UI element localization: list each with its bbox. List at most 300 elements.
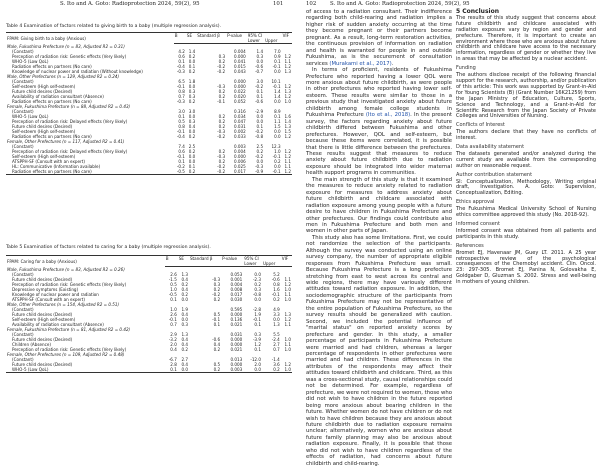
cell-lo: -12.0 — [250, 357, 261, 362]
cell-lo: 1.9 — [254, 312, 261, 317]
cell-lo: -0.8 — [255, 134, 264, 139]
cell-std: -0.2 — [196, 169, 226, 175]
cell-up: 0.2 — [262, 367, 281, 373]
table4-header-p: P-value — [226, 33, 247, 39]
cell-p: 0.017 — [226, 169, 247, 175]
cell-se: 0.0 — [188, 84, 196, 89]
back-matter-column — [456, 9, 596, 287]
cell-b: 0.7 — [170, 322, 177, 327]
cell-std: 0.2 — [218, 119, 226, 124]
factor-label: (Constant) — [12, 332, 34, 337]
table4-body — [6, 44, 292, 175]
cell-std: -0.1 — [217, 99, 226, 104]
informed-consent-text: Informed consent was obtained from all patients and participants in this study. — [456, 227, 596, 240]
running-head-right: S. Ito and A. Goto: Radioprotection 2024, 59(2), 95 — [330, 1, 470, 7]
factor-label: WHO-5 (Low QoL) — [12, 114, 49, 119]
cell-b: -0.3 — [176, 99, 185, 104]
cell-vif: 1.2 — [284, 154, 291, 159]
cell-vif: 1.2 — [282, 169, 292, 175]
cell-up: -0.6 — [271, 277, 280, 282]
cell-vif: 1.2 — [284, 317, 291, 322]
cell-p: 0.031 — [233, 124, 246, 129]
cell-b: 2.8 — [170, 362, 177, 367]
cell-up: 0.9 — [274, 54, 281, 59]
cell-lo: 2.5 — [256, 144, 264, 149]
factor-label: Knowledge of nuclear power and radiation — [12, 292, 99, 297]
cell-p: 0.006 — [233, 159, 246, 164]
citation-link[interactable]: (Murakami et al., 2017) — [329, 60, 392, 67]
cell-lo: 0.1 — [256, 89, 264, 94]
cell-vif: 1.2 — [284, 362, 291, 367]
cell-up: 0.7 — [273, 347, 280, 352]
cell-p: 0.043 — [233, 69, 246, 74]
data-availability-heading: Data availability statement — [456, 144, 525, 151]
factor-label: Perception of radiation risk: Genetic effects (Very likely) — [12, 347, 127, 352]
cell-b: 0.1 — [178, 59, 185, 64]
cell-vif: 1.0 — [284, 99, 291, 104]
cell-up: -0.1 — [271, 292, 280, 297]
cell-vif: 1.1 — [284, 159, 291, 164]
cell-std: 0.2 — [213, 347, 221, 352]
cell-se: 0.3 — [181, 322, 188, 327]
cell-p: 0.003 — [221, 367, 243, 373]
factor-label: Availability of radiation consultant (Absence) — [12, 94, 104, 99]
cell-se: 3.0 — [188, 109, 196, 114]
cell-se: 0.4 — [181, 362, 188, 367]
factor-label: ATSPPH-SF (Consult with an expert) — [12, 159, 85, 164]
factor-label: Future child desires (Desired) — [12, 362, 73, 367]
cell-b: -0.5 — [168, 292, 177, 297]
cell-se: 0.4 — [188, 124, 196, 129]
table5-header-p: P-value — [221, 256, 243, 262]
cell-vif: 1.2 — [284, 84, 291, 89]
cell-se: 1.9 — [181, 307, 188, 312]
cell-p: 0.595 — [230, 307, 243, 312]
cell-se: 0.0 — [181, 317, 188, 322]
cell-se: 0.2 — [188, 99, 196, 104]
table5-header-se: SE — [178, 256, 189, 262]
body-paragraph: The main strength of this study is that it examined the measures to reduce anxiety related to radiation exposure for measures to address anxiety about future childbirth and childcare associated with radiation exposure among young people with a future desire to have children in Fukushima Prefecture and other prefectures. Our findings could contribute also men in Fukushima Prefecture and both men and women in other parts of Japan. — [306, 176, 452, 235]
cell-up: 7.0 — [274, 49, 281, 54]
factor-label: Self-esteem (High self-esteem) — [12, 129, 76, 134]
cell-lo: -0.6 — [255, 99, 264, 104]
cell-se: 0.2 — [188, 54, 196, 59]
table5-header-vif: VIF — [281, 256, 292, 262]
cell-vif: 1.2 — [284, 54, 291, 59]
group-label: Female, Other Prefectures (n = 109, Adjusted R2 = 0.48) — [7, 352, 125, 357]
cell-std: -0.3 — [217, 84, 226, 89]
cell-vif: 1.2 — [284, 149, 291, 154]
cell-up: -0.1 — [264, 169, 282, 175]
factor-label: Radiation effects on partners (No care) — [12, 64, 92, 69]
cell-lo: -0.2 — [255, 129, 264, 134]
cell-up: 0.0 — [274, 69, 281, 74]
table4-header-std: Standard β — [196, 33, 226, 39]
cell-up: 8.9 — [274, 109, 281, 114]
cell-vif: 1.0 — [284, 297, 291, 302]
cell-std: 0.2 — [213, 297, 221, 302]
cell-b: 0.1 — [170, 297, 177, 302]
table5-header-lower: Lower — [243, 261, 262, 267]
cell-lo: 0.2 — [254, 282, 261, 287]
cell-lo: 0.1 — [256, 124, 264, 129]
factor-label: Children (Absence) — [12, 342, 51, 347]
cell-p: 0.002 — [233, 129, 246, 134]
cell-b: 2.6 — [170, 312, 177, 317]
cell-std: 0.2 — [218, 59, 226, 64]
author-contribution-heading: Author contribution statement — [456, 171, 533, 178]
cell-std: -0.2 — [217, 134, 226, 139]
body-paragraph: In terms of proficient, residents of Fukushima Prefecture who reported having a lower QOL were more anxious about future childbirth, as were people in other prefectures who reported having lower self-esteem. These results were similar to those in a previous study that investigated anxiety about future childbirth among female college students in Fukushima Prefecture (Ito et al., 2018). In the present survey, the factors regarding anxiety about future childbirth differed between Fukushima and other prefectures. However, QOL and self-esteem, but because these items were correlated, it is possible that there is little difference between the prefectures. These results suggest that measures to reduce anxiety about future childbirth due to radiation exposure should be integrated into wider maternal health support programs in communities. — [306, 67, 453, 177]
cell-std: 0.4 — [213, 342, 221, 347]
cell-lo: -3.9 — [252, 337, 261, 342]
cell-vif: 1.5 — [284, 129, 291, 134]
cell-lo: 0.3 — [254, 287, 261, 292]
cell-vif: 1.1 — [284, 292, 291, 297]
cell-lo: -0.3 — [255, 164, 264, 169]
factor-label: Self-esteem (High self-esteem) — [12, 154, 76, 159]
table-row — [6, 367, 292, 373]
table4-header-b: B — [174, 33, 186, 39]
cell-vif: 1.6 — [284, 114, 291, 119]
cell-lo: 0.3 — [254, 332, 261, 337]
running-head-left: S. Ito and A. Goto: Radioprotection 2024, 59(2), 95 — [60, 1, 200, 7]
cell-p: 0.041 — [233, 59, 246, 64]
cell-up: 1.6 — [273, 287, 280, 292]
factor-label: WHO-5 (Low QoL) — [12, 59, 49, 64]
table4-header-se: SE — [186, 33, 196, 39]
factor-label: (Constant) — [12, 49, 34, 54]
factor-label: Perception of radiation risk: Delayed effects (Very likely) — [12, 149, 128, 154]
group-label: Female, Other Prefectures (n = 117, Adjusted R2 = 0.41) — [7, 139, 125, 144]
cell-up: 1.3 — [273, 322, 280, 327]
cell-vif: 1.0 — [284, 337, 291, 342]
cell-vif: 1.4 — [284, 119, 291, 124]
group-label: Male, Fukushima Prefecture (n = 83, Adjusted R2 = 0.31) — [7, 44, 125, 49]
factor-label: HL: Communicative (Information available) — [12, 164, 101, 169]
cell-lo: -0.8 — [252, 292, 261, 297]
ethics-heading: Ethics approval — [456, 199, 495, 206]
cell-p: 0.316 — [233, 109, 246, 114]
coi-heading: Conflicts of Interest — [456, 122, 505, 129]
cell-se: 0.2 — [181, 292, 188, 297]
cell-lo: -0.1 — [252, 317, 261, 322]
cell-up: 0.2 — [274, 159, 281, 164]
table4-header-upper: Upper — [264, 38, 282, 44]
factor-label: Radiation effects on partners (No care) — [6, 169, 174, 175]
cell-std: -0.2 — [212, 292, 221, 297]
cell-std: -0.3 — [217, 129, 226, 134]
funding-heading: Funding — [456, 65, 476, 72]
conclusion-heading: 5 Conclusion — [456, 8, 499, 15]
cell-vif: 1.0 — [281, 367, 292, 373]
group-label: Female, Fukushima Prefecture (n = 88, Adjusted R2 = 0.43) — [7, 104, 131, 109]
cell-lo: -0.6 — [255, 64, 264, 69]
right-page — [302, 0, 600, 467]
cell-p: 0.000 — [230, 312, 243, 317]
ethics-text: The Fukushima Medical University School of Nursing ethics committee approved this study (No. 2018-92). — [456, 206, 596, 219]
cell-se: 1.3 — [181, 272, 188, 277]
cell-b: -0.1 — [176, 84, 185, 89]
informed-consent-heading: Informed consent — [456, 221, 500, 227]
cell-b: 6.5 — [178, 79, 185, 84]
cell-p: 0.000 — [233, 154, 246, 159]
cell-vif: 1.2 — [284, 64, 291, 69]
factor-label: Radiation effects on partners (No care) — [12, 134, 92, 139]
cell-se: 0.3 — [188, 119, 196, 124]
factor-label: (Constant) — [12, 357, 34, 362]
cell-vif: 1.1 — [284, 164, 291, 169]
cell-vif: 1.3 — [284, 312, 291, 317]
table5-header-upper: Upper — [262, 261, 281, 267]
data-availability-text: The datasets generated and/or analyzed during the current study are available from the corresponding author on reasonable request. — [456, 150, 596, 169]
cell-b: -6.7 — [168, 357, 177, 362]
cell-up: 12.3 — [271, 144, 281, 149]
cell-lo: 0.1 — [254, 347, 261, 352]
cell-se: 2.5 — [188, 144, 196, 149]
cell-vif: 1.2 — [284, 94, 291, 99]
cell-up: 3.3 — [273, 312, 280, 317]
cell-std: 0.3 — [213, 282, 221, 287]
factor-label: Self-esteem (High self-esteem) — [12, 317, 76, 322]
cell-up: 0.2 — [273, 297, 280, 302]
factor-label: (Constant) — [12, 307, 34, 312]
cell-std: 0.5 — [213, 312, 221, 317]
cell-b: 0.8 — [178, 124, 185, 129]
cell-vif: 1.2 — [284, 134, 291, 139]
factor-label: Knowledge of nuclear power and radiation (Without knowledge) — [12, 69, 143, 74]
cell-lo: 1.2 — [254, 342, 261, 347]
body-paragraph: of access to a radiation consultant. Their indifference regarding both child-rearing and radiation implies a higher risk of sudden anxiety occurring at the time they become pregnant or their partners become pregnant. As a result, long-term restoration activities, the continuous provision of information on radiation and health is warranted for people in and outside Fukushima, as is the securement of consultation services (Murakami et al., 2017). — [306, 9, 452, 67]
factor-label: Future child desires (Desired) — [12, 312, 73, 317]
cell-p: 0.021 — [230, 347, 243, 352]
cell-p: 0.031 — [230, 332, 243, 337]
cell-p: 0.013 — [230, 357, 243, 362]
cell-b: 0.1 — [178, 114, 185, 119]
cell-std: 0.2 — [218, 94, 226, 99]
cell-up: 5.2 — [273, 272, 280, 277]
cell-p: 0.008 — [230, 287, 243, 292]
cell-std: 0.2 — [218, 89, 226, 94]
cell-std: -0.2 — [217, 69, 226, 74]
cell-lo: 0.1 — [256, 94, 264, 99]
cell-se: 0.0 — [188, 59, 196, 64]
cell-se: 1.8 — [188, 79, 196, 84]
cell-up: 0.0 — [274, 164, 281, 169]
cell-p: 0.136 — [230, 317, 243, 322]
table4 — [6, 32, 292, 175]
body-text-column — [306, 9, 452, 467]
factor-label: ATSPPH-SF (Consult with an expert) — [12, 297, 85, 302]
cell-p: 0.003 — [233, 144, 246, 149]
cell-b: -0.4 — [176, 64, 185, 69]
table5 — [6, 255, 292, 373]
cell-lo: 0.2 — [256, 149, 264, 154]
cell-se: 0.0 — [188, 154, 196, 159]
cell-p: 0.015 — [233, 64, 246, 69]
cell-up: 3.6 — [273, 362, 280, 367]
factor-label: Availability of radiation consultant (Absence) — [12, 322, 104, 327]
cell-up: 0.8 — [273, 282, 280, 287]
cell-up: 0.0 — [274, 99, 281, 104]
cell-se: 0.2 — [188, 69, 196, 74]
factor-label: (Constant) — [12, 79, 34, 84]
cell-vif: 1.1 — [284, 59, 291, 64]
cell-lo: 0.0 — [256, 59, 264, 64]
cell-b: 1.0 — [170, 287, 177, 292]
factor-label: Future child desires (Desired) — [12, 89, 73, 94]
cell-se: 0.0 — [188, 114, 196, 119]
cell-b: 0.8 — [178, 89, 185, 94]
cell-b: 0.6 — [178, 54, 185, 59]
cell-up: 0.1 — [274, 114, 281, 119]
factor-label: Future child desires (Desired) — [12, 337, 73, 342]
cell-p: 0.020 — [233, 94, 246, 99]
page-number-right: 102 — [306, 1, 317, 7]
cell-std: 0.2 — [218, 124, 226, 129]
cell-se: 0.1 — [188, 64, 196, 69]
group-label: Male, Other Prefectures (n = 129, Adjusted R2 = 0.24) — [7, 74, 120, 79]
cell-p: 0.004 — [233, 149, 246, 154]
cell-p: 0.000 — [233, 54, 246, 59]
group-label: Male, Other Prefectures (n = 154, Adjusted R2 = 0.51) — [7, 302, 120, 307]
cell-b: 1.0 — [170, 307, 177, 312]
cell-se: 0.0 — [181, 297, 188, 302]
cell-up: 0.1 — [274, 59, 281, 64]
citation-link[interactable]: (Ito et al., 2018) — [365, 112, 411, 119]
cell-up: 1.0 — [274, 149, 281, 154]
cell-p: 0.034 — [233, 114, 246, 119]
page-number-left: 101 — [273, 1, 284, 7]
cell-se: 0.2 — [186, 169, 196, 175]
cell-up: 1.1 — [274, 119, 281, 124]
cell-lo: 0.0 — [254, 297, 261, 302]
group-label: Female, Fukushima Prefecture (n = 81, Adjusted R2 = 0.42) — [7, 327, 131, 332]
cell-std: -0.6 — [212, 337, 221, 342]
cell-p: 0.001 — [230, 277, 243, 282]
cell-p: 0.030 — [230, 297, 243, 302]
cell-se: 1.3 — [181, 332, 188, 337]
cell-se: 0.4 — [181, 277, 188, 282]
factor-label: Perception of radiation risk: Genetic effects (Very likely) — [12, 282, 127, 287]
table4-header-ci: 95% CI — [247, 33, 282, 39]
cell-up: 10.1 — [271, 79, 281, 84]
cell-b: 0.5 — [178, 119, 185, 124]
table4-header-vif: VIF — [282, 33, 292, 39]
cell-up: 0.0 — [274, 129, 281, 134]
cell-up: 1.5 — [274, 124, 281, 129]
cell-up: 4.9 — [273, 307, 280, 312]
cell-b: -0.2 — [176, 164, 185, 169]
cell-std: 0.5 — [213, 362, 221, 367]
author-contribution-text: SI: Conceptualization, Methodology, Writing original draft, Investigation. A. Goto: Supervision, Conceptualization, Editing. — [456, 178, 596, 197]
table5-header-factor: FPAM: Caring for a baby (Anxious) — [6, 256, 165, 267]
cell-b: 4.2 — [178, 49, 185, 54]
cell-std: -0.2 — [217, 64, 226, 69]
cell-se: 0.4 — [181, 337, 188, 342]
cell-lo: -0.9 — [247, 169, 264, 175]
cell-vif: 1.3 — [284, 124, 291, 129]
cell-se: 0.3 — [188, 89, 196, 94]
cell-b: -0.1 — [176, 154, 185, 159]
cell-lo: 0.0 — [256, 114, 264, 119]
cell-b: 0.4 — [170, 347, 177, 352]
cell-up: -0.1 — [272, 84, 281, 89]
table5-body — [6, 267, 292, 373]
cell-up: 0.0 — [273, 317, 280, 322]
cell-std: 0.1 — [213, 322, 221, 327]
cell-vif: 1.1 — [284, 322, 291, 327]
table5-header-ci: 95% CI — [243, 256, 281, 262]
factor-label: Perception of radiation risk: Delayed effects (Very likely) — [12, 119, 128, 124]
cell-b: 2.9 — [170, 332, 177, 337]
cell-b: -3.2 — [168, 337, 177, 342]
cell-lo: 0.0 — [256, 119, 264, 124]
table5-header-b: B — [165, 256, 178, 262]
cell-se: 0.3 — [188, 94, 196, 99]
cell-p: 0.021 — [230, 322, 243, 327]
factor-label: (Constant) — [12, 272, 34, 277]
coi-text: The authors declare that they have no conflicts of interest. — [456, 129, 596, 142]
cell-lo: -0.2 — [255, 84, 264, 89]
factor-label: Perception of radiation risk: Genetic effects (Very likely) — [12, 54, 127, 59]
cell-b: -0.1 — [176, 129, 185, 134]
cell-p: 0.025 — [233, 164, 246, 169]
cell-up: -1.4 — [271, 357, 280, 362]
cell-up: 2.7 — [273, 342, 280, 347]
cell-se: 2.7 — [181, 357, 188, 362]
cell-p: 0.000 — [230, 337, 243, 342]
cell-p: 0.000 — [233, 84, 246, 89]
cell-lo: 1.4 — [256, 49, 264, 54]
group-label: Male, Fukushima Prefecture (n = 83, Adjusted R2 = 0.26) — [7, 267, 125, 272]
cell-b: 2.0 — [170, 342, 177, 347]
cell-p: 0.022 — [233, 89, 246, 94]
cell-std: 0.2 — [218, 159, 226, 164]
cell-p: 0.052 — [233, 99, 246, 104]
cell-se: 0.4 — [181, 342, 188, 347]
cell-b: 0.7 — [178, 94, 185, 99]
cell-b: 7.4 — [178, 144, 185, 149]
cell-up: 0.0 — [274, 134, 281, 139]
cell-lo: 0.3 — [256, 54, 264, 59]
cell-p: 0.004 — [230, 282, 243, 287]
cell-se: 0.1 — [188, 164, 196, 169]
cell-b: -0.3 — [176, 69, 185, 74]
cell-b: 0.5 — [170, 282, 177, 287]
body-paragraph: This study also has some limitations. First, we could not randomize the selection of the participants. Although the survey was conducted using an online survey company, the number of appropriate eligible responses from Fukushima Prefecture was small. Because Fukushima Prefecture is a long prefecture stretching from east to west across its central and wide regions, there may have variously different attitudes toward radiation exposure. In addition, the sociodemographic structure of the participants from Fukushima Prefecture may not be representative of the entire population of Fukushima Prefecture, so the survey results should be generalized with caution. Second, we included the potential influence of "marital status" on reported anxiety scores by prefecture and gender. In this study, a smaller percentage of participants in Fukushima Prefecture were married and had children, whereas a larger percentage of respondents in other prefectures were married and had children. These differences in the attributes of the respondents may affect their attitudes toward childbirth and childcare. Third, as this was a cross-sectional study, causal relationships could not be determined. For example, regardless of prefecture, we were not required to women, those who did not wish to have children in the future reported being more anxious about bearing children in the future. Whether women do not have children or do not wish to have children because they are anxious about future childbirth due to radiation exposure remains unclear; alternatively, women who are anxious about future family planning may also be anxious about radiation exposure. Finally, it is possible that those who did not wish to have children regardless of the effects of radiation, had concerns about future childbirth and child-rearing. — [306, 234, 452, 467]
funding-text: The authors disclose receipt of the following financial support for the research, authorship, and/or publication of this article: This work was supported by Grant-in-Aid for Young Scientists (B) (Grant Number 16K21259) from the Japan Ministry of Education, Culture, Sports, Science and Technology, and a Grant-in-Aid for Scientific Research from the Japan Society of Private Colleges and Universities of Nursing. — [456, 72, 596, 120]
cell-se: 1.4 — [188, 49, 196, 54]
cell-b: 2.6 — [170, 272, 177, 277]
cell-b: -0.1 — [168, 317, 177, 322]
cell-b: -1.5 — [168, 277, 177, 282]
cell-std: -0.3 — [217, 154, 226, 159]
cell-p: 0.047 — [233, 119, 246, 124]
cell-se: 0.2 — [181, 282, 188, 287]
table4-caption: Table 4 Examination of factors related to giving birth to a baby (multiple regression analysis). — [6, 24, 222, 29]
cell-up: -0.1 — [272, 154, 281, 159]
cell-lo: 0.0 — [243, 367, 262, 373]
cell-std: -0.1 — [212, 317, 221, 322]
factor-label: (Constant) — [12, 144, 34, 149]
cell-se: 0.2 — [188, 134, 196, 139]
cell-p: 0.000 — [230, 362, 243, 367]
cell-up: -0.1 — [272, 64, 281, 69]
cell-up: 1.4 — [274, 94, 281, 99]
cell-b: 0.1 — [165, 367, 178, 373]
references-heading: References — [456, 242, 484, 249]
